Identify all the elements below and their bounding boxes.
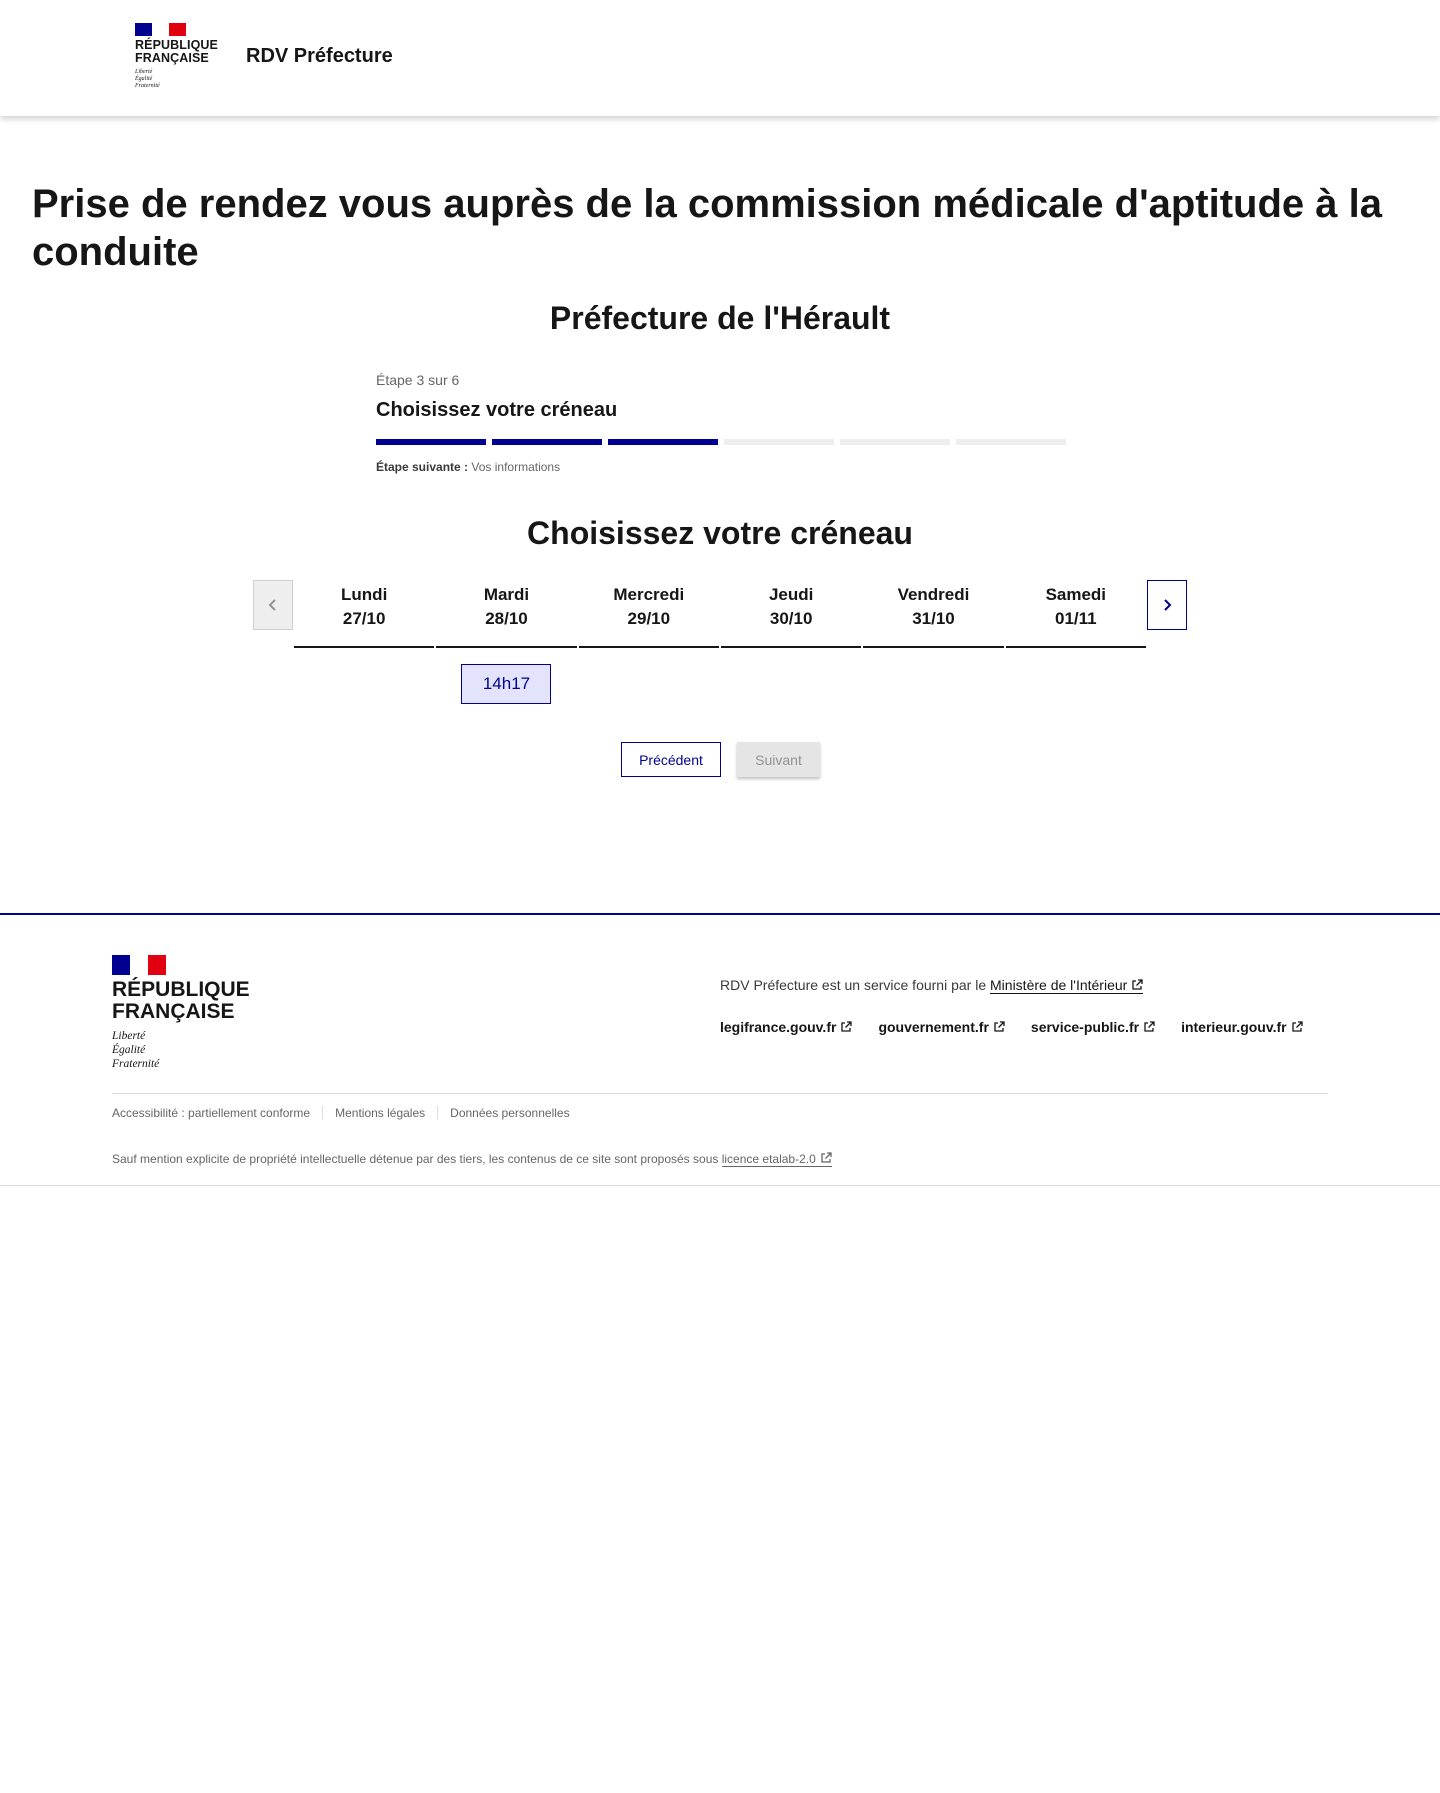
external-link[interactable] [1031, 1019, 1155, 1035]
footer-bottom-link[interactable]: Accessibilité : partiellement conforme [112, 1106, 311, 1120]
external-links [720, 1019, 1303, 1035]
footer-bottom-link[interactable]: Données personnelles [437, 1106, 581, 1120]
footer-description-text: RDV Préfecture est un service fourni par le [720, 977, 987, 993]
license-link-label: licence etalab-2.0 [721, 1152, 816, 1166]
day-column [1005, 580, 1147, 704]
external-link-icon [993, 1021, 1005, 1033]
step-state: Étape 3 sur 6 [376, 372, 460, 388]
footer-logo-text: RÉPUBLIQUE FRANÇAISE [112, 978, 250, 1023]
day-name: Lundi [341, 585, 388, 604]
step-bar [492, 439, 602, 445]
day-date: 27/10 [342, 609, 386, 628]
day-header [579, 580, 719, 648]
stepper [376, 372, 1066, 474]
footer-bottom-links [112, 1106, 582, 1120]
step-bar [608, 439, 718, 445]
day-header [1006, 580, 1146, 648]
day-slots [1005, 648, 1147, 664]
step-next-value: Vos informations [471, 460, 561, 474]
day-date: 01/11 [1055, 609, 1097, 628]
republique-francaise-logo[interactable] [135, 23, 225, 90]
external-link-label: gouvernement.fr [878, 1019, 989, 1035]
step-next [376, 460, 1066, 474]
day-header [294, 580, 434, 648]
next-week-button[interactable] [1147, 580, 1187, 630]
external-link-icon [1131, 979, 1143, 991]
license-notice [112, 1152, 832, 1166]
footer-bottom-link[interactable]: Mentions légales [322, 1106, 437, 1120]
day-date: 30/10 [769, 609, 813, 628]
footer-logo-motto: Liberté Égalité Fraternité [112, 1030, 160, 1070]
previous-button[interactable]: Précédent [621, 742, 721, 777]
service-name[interactable]: RDV Préfecture [246, 45, 393, 67]
day-slots [435, 648, 577, 704]
slots-title: Choisissez votre créneau [527, 515, 913, 551]
previous-week-button[interactable] [253, 580, 293, 630]
day-date: 28/10 [485, 609, 528, 628]
days-grid [293, 580, 1147, 704]
step-bar [840, 439, 950, 445]
day-header [436, 580, 576, 648]
day-header [721, 580, 861, 648]
day-name: Samedi [1045, 585, 1107, 604]
day-column [578, 580, 720, 704]
external-link-icon [1143, 1021, 1155, 1033]
french-flag-icon [135, 23, 225, 36]
ministere-link-label: Ministère de l'Intérieur [990, 977, 1128, 993]
step-bar [956, 439, 1066, 445]
day-header [863, 580, 1003, 648]
chevron-right-icon [1160, 598, 1174, 612]
site-header [0, 0, 1440, 116]
day-date: 29/10 [627, 609, 671, 628]
prefecture-title: Préfecture de l'Hérault [549, 300, 891, 336]
page-title: Prise de rendez vous auprès de la commission médicale d'aptitude à la conduite [32, 182, 1382, 274]
step-bar [724, 439, 834, 445]
day-slots [293, 648, 435, 664]
logo-motto: Liberté Égalité Fraternité [135, 69, 160, 89]
external-link-icon [1291, 1021, 1303, 1033]
day-name: Mardi [483, 585, 530, 604]
external-link-label: interieur.gouv.fr [1181, 1019, 1287, 1035]
day-column [293, 580, 435, 704]
external-link[interactable] [1181, 1019, 1303, 1035]
day-column [435, 580, 577, 704]
step-next-label: Étape suivante : [376, 460, 469, 474]
chevron-left-icon [266, 598, 280, 612]
day-column [720, 580, 862, 704]
step-progress-bars [376, 439, 1066, 445]
external-link-label: service-public.fr [1030, 1019, 1140, 1035]
footer-republique-francaise-logo[interactable] [112, 955, 250, 1071]
external-link[interactable] [878, 1019, 1004, 1035]
day-name: Vendredi [897, 585, 970, 604]
day-slots [862, 648, 1004, 664]
step-bar [376, 439, 486, 445]
footer-description [720, 977, 1143, 993]
external-link-icon [820, 1152, 832, 1164]
external-link[interactable] [720, 1019, 852, 1035]
step-title: Choisissez votre créneau [376, 399, 618, 421]
day-date: 31/10 [912, 609, 955, 628]
footer-divider [112, 1093, 1328, 1094]
form-actions [621, 742, 820, 777]
license-text: Sauf mention explicite de propriété intellectuelle détenue par des tiers, les contenus de ce site sont proposés sous [112, 1152, 719, 1166]
day-slots [720, 648, 862, 664]
site-footer [0, 913, 1440, 1186]
time-slot-button[interactable]: 14h17 [461, 664, 551, 704]
day-name: Mercredi [613, 585, 685, 604]
day-slots [578, 648, 720, 664]
license-link[interactable] [722, 1152, 832, 1167]
day-column [862, 580, 1004, 704]
external-link-icon [840, 1021, 852, 1033]
next-button[interactable]: Suivant [737, 742, 820, 777]
logo-text: RÉPUBLIQUE FRANÇAISE [135, 38, 218, 65]
french-flag-icon [112, 955, 167, 975]
ministere-link[interactable] [990, 977, 1143, 994]
day-name: Jeudi [768, 585, 814, 604]
external-link-label: legifrance.gouv.fr [720, 1019, 837, 1035]
